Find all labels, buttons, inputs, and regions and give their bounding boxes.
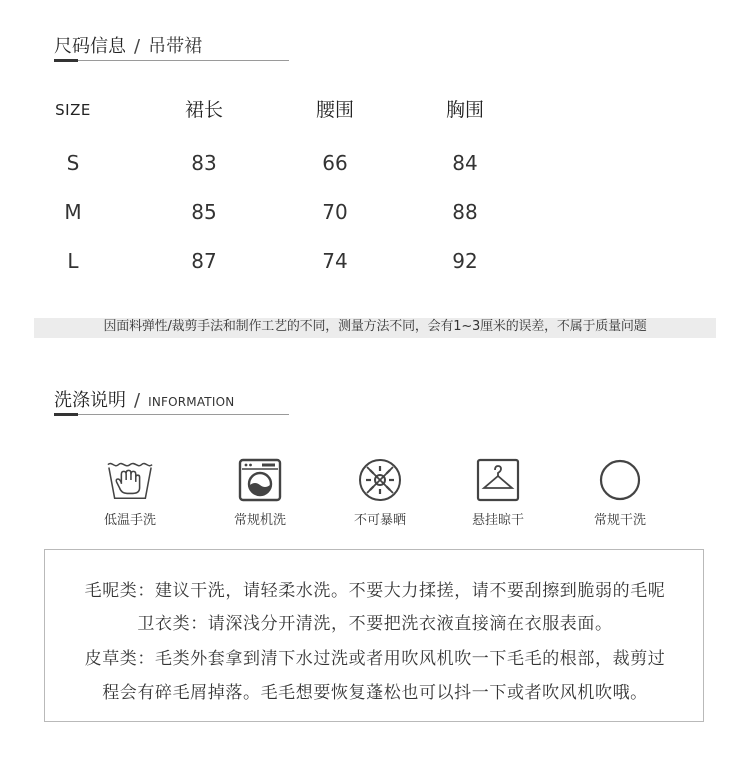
- header-waist: 腰围: [315, 99, 354, 121]
- dry-clean-icon: [596, 456, 644, 504]
- size-table-header: [0, 95, 750, 125]
- care-line: 皮草类：毛类外套拿到清下水过洗或者用吹风机吹一下毛毛的根部，裁剪过: [84, 649, 666, 669]
- size-cell: L: [67, 249, 79, 273]
- wash-label: 常规干洗: [593, 513, 646, 528]
- no-sun-icon: [356, 456, 404, 504]
- wash-label: 不可暴晒: [353, 513, 406, 528]
- bust-cell: 88: [452, 200, 478, 224]
- care-line: 卫衣类：请深浅分开清洗，不要把洗衣液直接滴在衣服表面。: [137, 614, 613, 634]
- bust-cell: 92: [452, 249, 478, 273]
- wash-label: 悬挂晾干: [471, 513, 524, 528]
- waist-cell: 66: [322, 151, 348, 175]
- size-title-underline: [54, 60, 289, 61]
- washing-machine-icon: [236, 456, 284, 504]
- title-separator: /: [134, 390, 141, 411]
- size-title: 尺码信息: [54, 36, 126, 57]
- care-line: 毛呢类：建议干洗，请轻柔水洗。不要大力揉搓，请不要刮擦到脆弱的毛呢: [84, 581, 666, 601]
- bust-cell: 84: [452, 151, 478, 175]
- size-cell: S: [66, 151, 80, 175]
- hanger-icon: [474, 456, 522, 504]
- wash-item-hand-wash: [80, 456, 180, 528]
- table-row: [0, 197, 750, 227]
- header-bust: 胸围: [445, 99, 484, 121]
- hand-wash-icon: [106, 456, 154, 504]
- wash-item-machine: [210, 456, 310, 528]
- length-cell: 87: [191, 249, 217, 273]
- size-subtitle: 吊带裙: [148, 36, 203, 57]
- wash-section-title: [54, 386, 234, 410]
- size-section-title: [54, 32, 202, 56]
- wash-label: 低温手洗: [103, 513, 156, 528]
- length-cell: 85: [191, 200, 217, 224]
- header-size: SIZE: [55, 101, 91, 119]
- title-separator: /: [134, 36, 141, 57]
- wash-item-dry-clean: [570, 456, 670, 528]
- table-row: [0, 246, 750, 276]
- wash-item-hang-dry: [448, 456, 548, 528]
- care-instructions-box: [44, 549, 704, 722]
- measurement-note: 因面料弹性/裁剪手法和制作工艺的不同，测量方法不同，会有1~3厘米的误差，不属于质量问题: [103, 319, 647, 334]
- wash-item-no-sun: [330, 456, 430, 528]
- waist-cell: 70: [322, 200, 348, 224]
- length-cell: 83: [191, 151, 217, 175]
- table-row: [0, 148, 750, 178]
- wash-label: 常规机洗: [233, 513, 286, 528]
- wash-subtitle: INFORMATION: [148, 395, 235, 409]
- care-line: 程会有碎毛屑掉落。毛毛想要恢复蓬松也可以抖一下或者吹风机吹哦。: [102, 683, 648, 703]
- wash-title: 洗涤说明: [54, 390, 126, 411]
- size-cell: M: [64, 200, 82, 224]
- waist-cell: 74: [322, 249, 348, 273]
- header-length: 裙长: [184, 99, 223, 121]
- wash-title-underline: [54, 414, 289, 415]
